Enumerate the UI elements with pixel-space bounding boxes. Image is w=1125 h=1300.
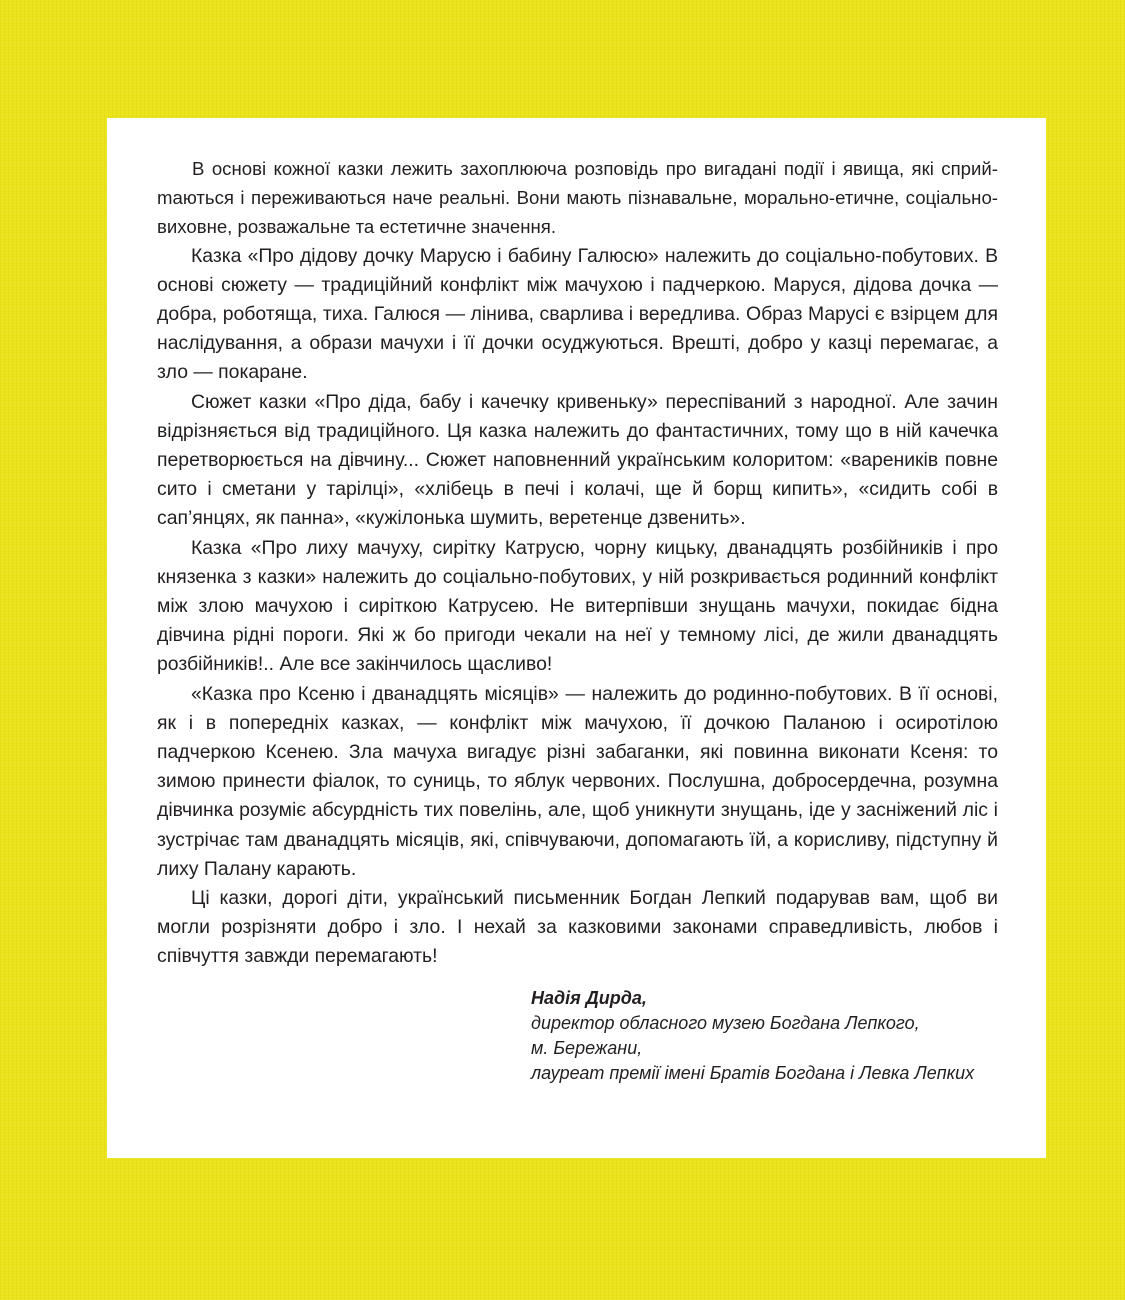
- preface-paragraph-3: Сюжет казки «Про діда, бабу і качечку кривеньку» переспіваний з народної. Але зачин відрізняється від традиційного. Ця казка належить до фантастичних, тому що в ній качечка перетворюється на дівчину... Сюжет наповненний українським колоритом: «вареників повне сито і сметани у тарілці», «хлібець в печі і колачі, ще й борщ кипить», «сидить собі в сап’янцях, як панна», «кужілонька шумить, веретенце дзвенить».: [157, 390, 998, 530]
- preface-text: [157, 154, 998, 972]
- author-position: директор обласного музею Богдана Лепкого,: [531, 1013, 920, 1033]
- preface-paragraph-2: Казка «Про дідову дочку Марусю і бабину Галюсю» належить до соціально-побутових. В основі сюжету — традиційний конфлікт між мачухою і падчеркою. Маруся, дідова дочка — добра, роботяща, тиха. Галюся — лінива, сварлива і вередлива. Образ Марусі є взірцем для наслідування, а образи мачухи і її дочки осуджуються. Врешті, добро у казці перемагає, а зло — покаране.: [157, 244, 998, 384]
- preface-paragraph-1: В основі кожної казки лежить захоплююча розповідь про вигадані події і явища, які сприйmаються і переживаються наче реальні. Вони мають пізнавальне, морально-етичне, соціально-виховне, розважальне та естетичне значення.: [157, 158, 998, 238]
- preface-paragraph-4: Казка «Про лиху мачуху, сирітку Катрусю, чорну кицьку, дванадцять розбійників і про князенка з казки» належить до соціально-побутових, у ній розкривається родинний конфлікт між злою мачухою і сиріткою Катрусею. Не витерпівши знущань мачухи, покидає бідна дівчина рідні пороги. Які ж бо пригоди чекали на неї у темному лісі, де жили дванадцять розбійників!.. Але все закінчилось щасливо!: [157, 536, 998, 676]
- author-award: лауреат премії імені Братів Богдана і Левка Лепких: [531, 1063, 975, 1083]
- signature-block: [531, 986, 974, 1086]
- preface-paragraph-6: Ці казки, дорогі діти, український письменник Богдан Лепкий подарував вам, щоб ви могли розрізняти добро і зло. І нехай за казковими законами справедливість, любов і співчуття завжди перемагають!: [157, 887, 998, 968]
- preface-paragraph-5: «Казка про Ксеню і дванадцять місяців» — належить до родинно-побутових. В її основі, як і в попередніх казках, — конфлікт між мачухою, її дочкою Паланою і осиротілою падчеркою Ксенею. Зла мачуха вигадує різні забаганки, які повинна виконати Ксеня: то зимою принести фіалок, то суниць, то яблук червоних. Послушна, добросердечна, розумна дівчинка розуміє абсурдність тих повелінь, але, щоб уникнути знущань, іде у засніжений ліс і зустрічає там дванадцять місяців, які, співчуваючи, допомагають їй, а корисливу, підступну й лиху Палану карають.: [157, 682, 998, 880]
- author-city: м. Бережани,: [531, 1038, 643, 1058]
- page-card: [107, 118, 1046, 1158]
- author-name: Надія Дирда,: [531, 988, 647, 1008]
